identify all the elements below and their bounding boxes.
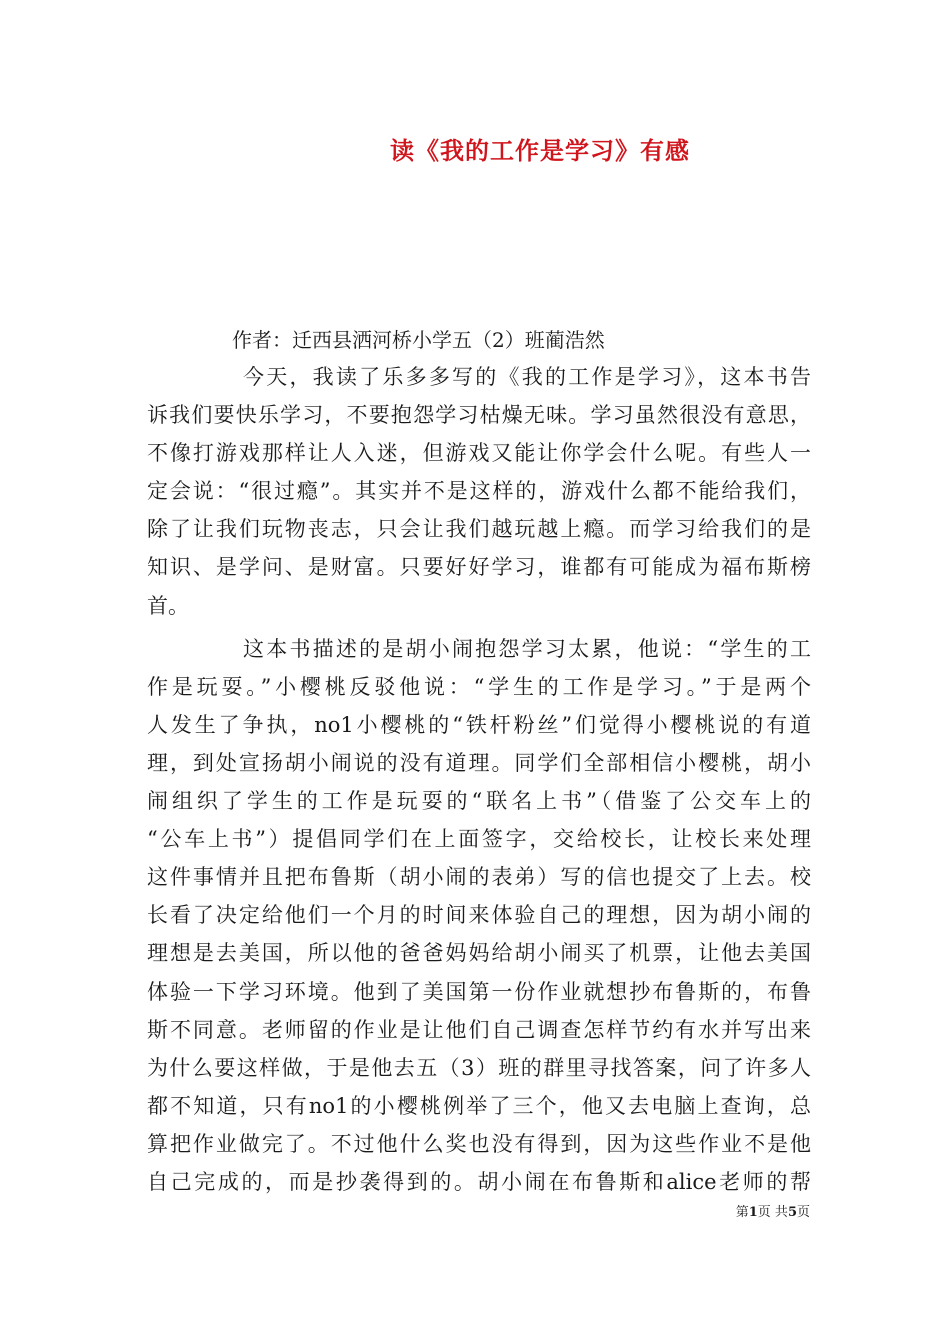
text-line: 长看了决定给他们一个月的时间来体验自己的理想，因为胡小闹的 xyxy=(147,903,811,928)
text-line: 为什么要这样做，于是他去五（3）班的群里寻找答案，问了许多人 xyxy=(147,1055,811,1080)
text-line: 算把作业做完了。不过他什么奖也没有得到，因为这些作业不是他 xyxy=(147,1131,811,1156)
text-line: 理想是去美国，所以他的爸爸妈妈给胡小闹买了机票，让他去美国 xyxy=(147,941,811,966)
text-line: 诉我们要快乐学习，不要抱怨学习枯燥无味。学习虽然很没有意思， xyxy=(147,403,811,428)
page-number-middle: 页 共 xyxy=(757,1205,788,1220)
page-title: 读《我的工作是学习》有感 xyxy=(390,136,690,165)
text-line: 不像打游戏那样让人入迷，但游戏又能让你学会什么呢。有些人一 xyxy=(147,441,811,466)
text-line: 首。 xyxy=(147,593,189,618)
text-line: 都不知道，只有no1的小樱桃例举了三个，他又去电脑上查询，总 xyxy=(147,1093,811,1118)
text-line: “公车上书”）提倡同学们在上面签字，交给校长，让校长来处理 xyxy=(147,827,811,852)
text-line: 理，到处宣扬胡小闹说的没有道理。同学们全部相信小樱桃，胡小 xyxy=(147,750,811,775)
article-body xyxy=(147,358,811,1201)
current-page: 1 xyxy=(748,1205,758,1220)
page-number-suffix: 页 xyxy=(796,1205,810,1220)
text-line: 定会说：“很过瘾”。其实并不是这样的，游戏什么都不能给我们， xyxy=(147,479,811,504)
text-line: 知识、是学问、是财富。只要好好学习，谁都有可能成为福布斯榜 xyxy=(147,555,811,580)
text-line: 自己完成的，而是抄袭得到的。胡小闹在布鲁斯和alice老师的帮 xyxy=(147,1169,811,1194)
text-line: 体验一下学习环境。他到了美国第一份作业就想抄布鲁斯的，布鲁 xyxy=(147,979,811,1004)
text-line: 这件事情并且把布鲁斯（胡小闹的表弟）写的信也提交了上去。校 xyxy=(147,865,811,890)
total-pages: 5 xyxy=(787,1205,797,1220)
page-number xyxy=(736,1201,810,1220)
text-line: 作是玩耍。”小樱桃反驳他说：“学生的工作是学习。”于是两个 xyxy=(147,674,811,699)
text-line: 今天，我读了乐多多写的《我的工作是学习》，这本书告 xyxy=(243,365,811,389)
text-line: 斯不同意。老师留的作业是让他们自己调查怎样节约有水并写出来 xyxy=(147,1017,811,1042)
text-line: 除了让我们玩物丧志，只会让我们越玩越上瘾。而学习给我们的是 xyxy=(147,517,811,542)
page-number-prefix: 第 xyxy=(735,1205,749,1220)
text-line: 这本书描述的是胡小闹抱怨学习太累，他说：“学生的工 xyxy=(243,636,811,661)
author-line: 作者：迁西县洒河桥小学五（2）班蔺浩然 xyxy=(232,328,605,352)
text-line: 人发生了争执，no1小樱桃的“铁杆粉丝”们觉得小樱桃说的有道 xyxy=(147,712,811,737)
text-line: 闹组织了学生的工作是玩耍的“联名上书”（借鉴了公交车上的 xyxy=(147,789,811,814)
